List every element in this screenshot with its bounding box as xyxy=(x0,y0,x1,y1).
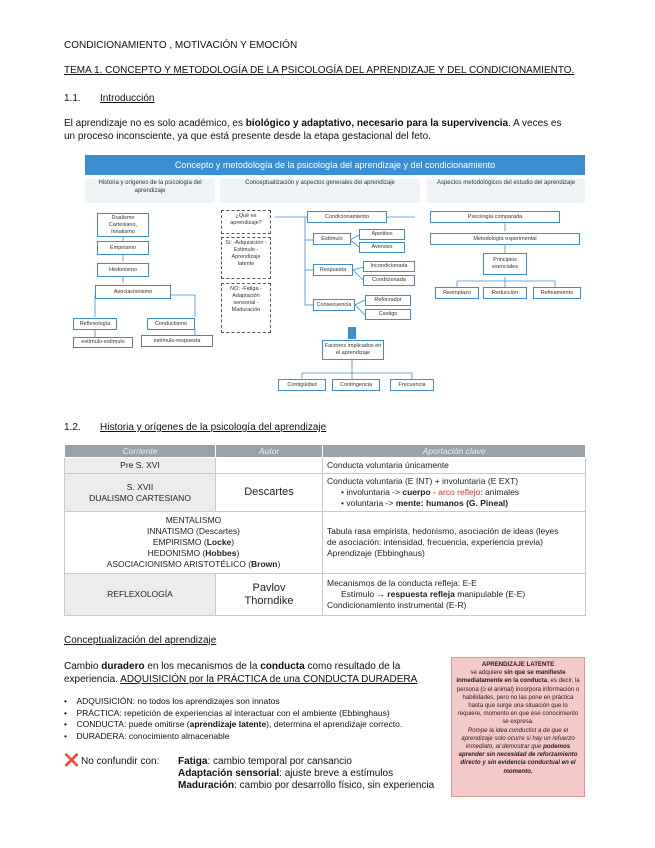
cell-aportacion: Conducta voluntaria únicamente xyxy=(323,458,586,474)
box-frecuencia: Frecuencia xyxy=(390,379,434,391)
latente-text-1: se adquiere sin que se manifieste inmediatamente en la conducta, es decir, la persona (o el animal) incorpora información o habilidades, pero no las pone en práctica hasta que surge una situación que lo requiere, momento en que ese conocimiento se expresa. xyxy=(456,669,580,726)
box-estimulo-estimulo: estímulo-estímulo xyxy=(73,337,133,348)
diagram-connectors xyxy=(85,155,585,400)
box-condicionamiento: Condicionamiento xyxy=(307,211,387,223)
box-estimulo: Estímulo xyxy=(313,233,351,245)
fatiga-line: Fatiga: cambio temporal por cansancio xyxy=(178,756,352,767)
diagram-col2-header: Conceptualización y aspectos generales del aprendizaje xyxy=(220,179,420,203)
cell-corriente: REFLEXOLOGÍA xyxy=(65,574,216,616)
box-metodologia: Metodología experimental xyxy=(430,233,580,245)
box-refinamiento: Refinamiento xyxy=(533,287,581,299)
table-row xyxy=(65,474,586,512)
list-item: • PRÁCTICA: repetición de experiencias al interactuar con el ambiente (Ebbinghaus) xyxy=(64,707,390,718)
box-consecuencia: Consecuencia xyxy=(313,299,355,311)
box-factores: Factores implicados en el aprendizaje xyxy=(322,340,384,360)
cell-corriente-merged: MENTALISMO INNATISMO (Descartes) EMPIRISMO (Locke) HEDONISMO (Hobbes) ASOCIACIONISMO ARISTOTÉLICO (Brown) xyxy=(65,512,323,574)
box-contiguidad: Contigüidad xyxy=(278,379,326,391)
box-contingencia: Contingencia xyxy=(332,379,380,391)
box-reflexologia: Reflexología xyxy=(73,318,117,330)
cell-autor xyxy=(216,458,323,474)
section-title-introduccion: Introducción xyxy=(100,93,155,104)
list-item: • DURADERA: conocimiento almacenable xyxy=(64,730,230,741)
box-conductismo: Conductismo xyxy=(147,318,195,330)
box-no-list: NO: -Fatiga -Adaptación sensorial -Maduración xyxy=(221,283,271,333)
box-reforzador: Reforzador xyxy=(365,295,411,306)
box-principios: Principios esenciales xyxy=(483,253,527,275)
section-number-1-2: 1.2. xyxy=(64,422,81,433)
cell-corriente: Pre S. XVI xyxy=(65,458,216,474)
box-reemplazo: Reemplazo xyxy=(435,287,479,299)
section-title-historia: Historia y orígenes de la psicología del aprendizaje xyxy=(100,422,327,433)
box-aversivo: Aversivo xyxy=(359,242,405,253)
section-title-conceptualizacion: Conceptualización del aprendizaje xyxy=(64,635,217,646)
intro-paragraph-line-2: un proceso inconsciente, ya que está presente desde la etapa gestacional del feto. xyxy=(64,131,431,142)
tema-title: TEMA 1. CONCEPTO Y METODOLOGÍA DE LA PSICOLOGÍA DEL APRENDIZAJE Y DEL CONDICIONAMIENTO. xyxy=(64,65,575,76)
aprendizaje-latente-box xyxy=(451,657,585,797)
latente-text-2: Rompe la idea conductist a de que el aprendizaje solo ocurre si hay un refuerzo inmediato, al demostrar que podemos aprender sin necesidad de reforzamiento directo y sin evidencia conductual en el momento. xyxy=(458,726,578,775)
cell-aportacion: Mecanismos de la conducta refleja: E-E Estímulo → respuesta refleja manipulable (E-E) Condicionamiento instrumental (E-R) xyxy=(323,574,586,616)
cell-autor: Pavlov Thorndike xyxy=(216,574,323,616)
list-item: • CONDUCTA: puede omitirse (aprendizaje latente), determina el aprendizaje correcto. xyxy=(64,719,403,729)
th-aportacion: Aportación clave xyxy=(323,445,586,458)
box-psic-comparada: Psicología comparada xyxy=(430,211,560,223)
box-empirismo: Empirismo xyxy=(97,241,149,255)
maduracion-line: Maduración: cambio por desarrollo físico, sin experiencia xyxy=(178,780,435,791)
concept-bullet-list xyxy=(64,696,402,742)
table-row xyxy=(65,574,586,616)
box-apetitivo: Apetitivo xyxy=(359,229,405,240)
document-header: CONDICIONAMIENTO , MOTIVACIÓN Y EMOCIÓN xyxy=(64,40,298,51)
th-corriente: Corriente xyxy=(65,445,216,458)
box-dualismo: Dualismo Cartesiano, Innatismo xyxy=(97,213,149,237)
adaptacion-line: Adaptación sensorial: ajuste breve a estímulos xyxy=(178,768,394,779)
diagram-col1-header: Historia y orígenes de la psicología del aprendizaje xyxy=(85,179,215,203)
box-que-es: ¿Qué es aprendizaje? xyxy=(221,210,271,234)
box-incondicionada: Incondicionada xyxy=(363,261,415,272)
cross-icon: ❌ xyxy=(64,753,79,767)
box-respuesta: Respuesta xyxy=(313,264,353,276)
no-confundir-label: No confundir con: xyxy=(81,756,160,767)
table-row xyxy=(65,512,586,574)
concept-line-1: Cambio duradero en los mecanismos de la conducta como resultado de la xyxy=(64,661,401,672)
box-asociacionismo: Asociacionismo xyxy=(95,285,171,299)
table-row xyxy=(65,458,586,474)
box-si-list: Sí: -Adquisición -Estimulo -Aprendizaje latente xyxy=(221,237,271,279)
cell-aportacion: Conducta voluntaria (E INT) + involuntaria (E EXT) • involuntaria -> cuerpo - arco reflejo: animales • voluntaria -> mente: humanos (G. Pineal) xyxy=(323,474,586,512)
list-item: • ADQUISICIÓN: no todos los aprendizajes son innatos xyxy=(64,696,280,706)
diagram-title: Concepto y metodología de la psicología del aprendizaje y del condicionamiento xyxy=(85,155,585,175)
box-hedonismo: Hedonismo xyxy=(97,263,149,277)
intro-paragraph-line-1: El aprendizaje no es solo académico, es biológico y adaptativo, necesario para la supervivencia. A veces es xyxy=(64,118,562,129)
latente-title: APRENDIZAJE LATENTE xyxy=(481,661,555,668)
concept-line-2: experiencia. ADQUISICIÓN por la PRÁCTICA de una CONDUCTA DURADERA xyxy=(64,674,418,685)
section-number-1-1: 1.1. xyxy=(64,93,81,104)
concept-map-diagram xyxy=(79,155,585,400)
cell-autor: Descartes xyxy=(216,474,323,512)
historia-table xyxy=(64,444,586,616)
cell-corriente: S. XVII DUALISMO CARTESIANO xyxy=(65,474,216,512)
cell-aportacion: Tabula rasa empirista, hedonismo, asociación de ideas (leyes de asociación: intensidad, frecuencia, experiencia previa) Aprendizaje (Ebbinghaus) xyxy=(323,512,586,574)
box-castigo: Castigo xyxy=(365,309,411,320)
box-estimulo-respuesta: estímulo-respuesta xyxy=(141,335,213,347)
box-reduccion: Reducción xyxy=(483,287,527,299)
th-autor: Autor xyxy=(216,445,323,458)
box-condicionada: Condicionada xyxy=(363,275,415,286)
diagram-col3-header: Aspectos metodológicos del estudio del aprendizaje xyxy=(427,179,585,203)
